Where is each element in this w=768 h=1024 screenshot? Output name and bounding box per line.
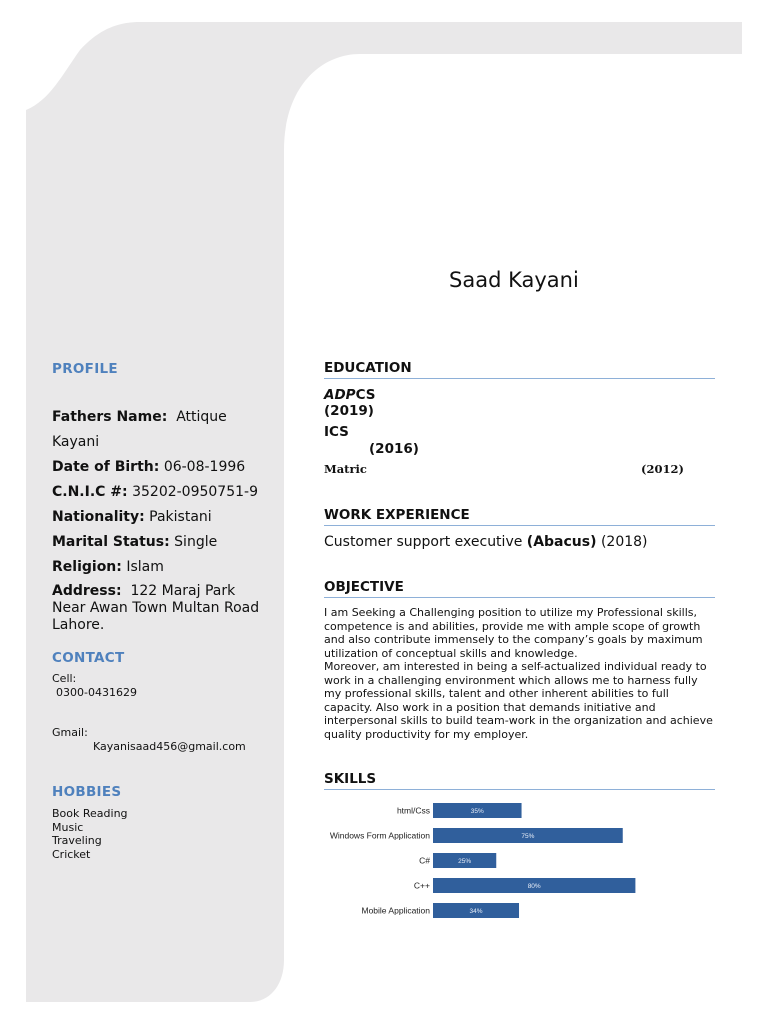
hobby-item: Book Reading [52,807,128,820]
religion-label: Religion: [52,559,122,575]
hobby-item: Music [52,821,84,834]
adpcs-title [324,387,375,403]
ics-year: (2016) [369,441,419,457]
contact-heading: CONTACT [52,650,125,666]
cell-value: 0300-0431629 [56,686,137,699]
objective-heading: OBJECTIVE [324,579,715,598]
skill-value-label: 25% [458,858,472,865]
work-role: Customer support executive [324,534,523,550]
skill-label: Mobile Application [361,905,430,916]
adpcs-title-suffix: CS [355,387,376,403]
objective-text [324,606,716,741]
skill-value-label: 34% [469,908,483,915]
work-entry [324,534,648,550]
address-block [52,583,259,634]
profile-heading: PROFILE [52,361,118,377]
skill-label: Windows Form Application [329,830,430,841]
hobby-item: Traveling [52,834,102,847]
cell-label: Cell: [52,672,77,685]
objective-paragraph: Moreover, am interested in being a self-actualized individual ready to work in a challenging environment which allows me to harness fully my professional skills, talent and other inherent abilities to full capacity. Also work in a position that demands initiative and interpersonal skills to build team-work in the organization and achieve quality productivity for my employer. [324,660,713,741]
dob-value: 06-08-1996 [163,459,246,475]
work-year: (2018) [600,534,648,550]
nationality-value: Pakistani [149,509,212,525]
fathers-name-label: Fathers Name: [52,409,168,425]
gmail-label: Gmail: [52,726,88,739]
skills-heading: SKILLS [324,771,715,790]
ics-title: ICS [324,424,349,440]
matric-title: Matric [324,462,367,476]
gmail-value: Kayanisaad456@gmail.com [93,740,246,753]
fathers-name-line-2: Kayani [52,434,100,450]
nationality-label: Nationality: [52,509,145,525]
nationality-line [52,509,212,525]
skill-label: C++ [413,880,430,891]
adpcs-year: (2019) [324,403,374,419]
address-label: Address: [52,583,122,599]
address-line-1: 122 Maraj Park [130,583,236,599]
dob-label: Date of Birth: [52,459,160,475]
dob-line [52,459,245,475]
fathers-name-line [52,409,227,425]
matric-year: (2012) [641,462,684,476]
religion-value: Islam [126,559,164,575]
marital-status-value: Single [174,534,218,550]
marital-status-line [52,534,217,550]
cnic-line [52,484,258,500]
skills-chart [300,796,720,926]
work-company: (Abacus) [526,534,597,550]
work-experience-heading: WORK EXPERIENCE [324,507,715,526]
hobby-item: Cricket [52,848,91,861]
skill-value-label: 35% [470,808,484,815]
cnic-label: C.N.I.C #: [52,484,128,500]
skill-label: html/Css [396,805,430,816]
skill-label: C# [419,855,430,866]
address-line-3: Lahore. [52,617,105,633]
address-line-2: Near Awan Town Multan Road [52,600,260,616]
fathers-name-value: Attique [176,409,227,425]
cnic-value: 35202-0950751-9 [132,484,258,500]
religion-line [52,559,164,575]
hobbies-heading: HOBBIES [52,784,122,800]
skill-value-label: 80% [527,883,541,890]
education-heading: EDUCATION [324,360,715,379]
adpcs-title-italic: ADP [324,387,356,403]
skill-value-label: 75% [521,833,535,840]
objective-paragraph: I am Seeking a Challenging position to utilize my Professional skills, competence is and abilities, provide me with ample scope of growth and also contribute immensely to the company’s goals by maximum utilization of conceptual skills and knowledge. [324,606,703,660]
candidate-name: Saad Kayani [449,268,579,292]
marital-status-label: Marital Status: [52,534,170,550]
